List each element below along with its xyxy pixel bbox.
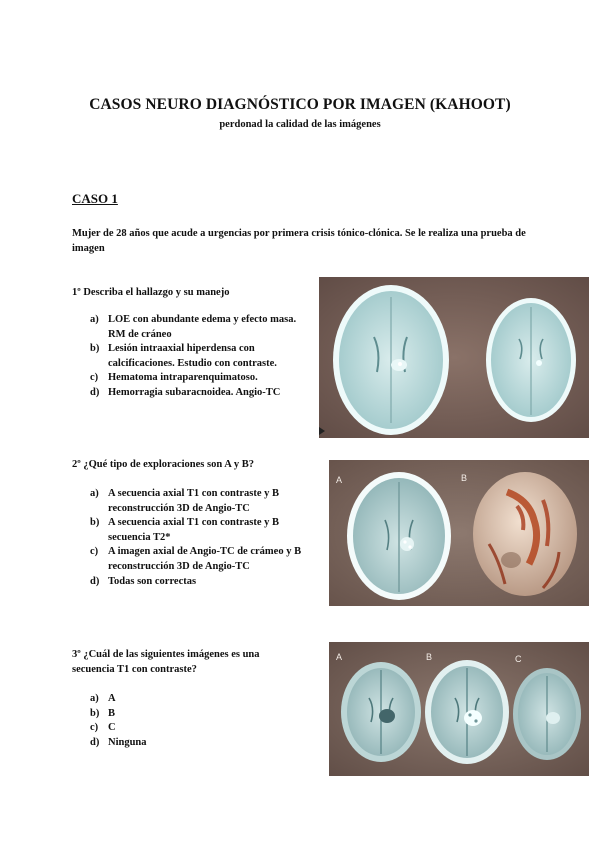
question-2-option-a[interactable] xyxy=(90,487,315,516)
option-letter: c) xyxy=(90,372,99,384)
option-text: LOE con abundante edema y efecto masa. RM de cráneo xyxy=(108,314,297,340)
option-text: Todas son correctas xyxy=(108,575,197,587)
panel-label-b: B xyxy=(461,473,468,483)
mri-sequences-image xyxy=(329,642,589,776)
question-3-option-d[interactable] xyxy=(90,736,290,751)
option-letter: a) xyxy=(90,314,99,325)
option-text: A secuencia axial T1 con contraste y B reconstrucción 3D de Angio-TC xyxy=(108,488,280,514)
document-title: CASOS NEURO DIAGNÓSTICO POR IMAGEN (KAHOOT) xyxy=(89,96,511,113)
option-letter: b) xyxy=(90,343,100,355)
question-1-option-a[interactable] xyxy=(90,313,305,342)
option-text: Lesión intraaxial hiperdensa con calcificaciones. Estudio con contraste. xyxy=(108,343,277,369)
option-letter: d) xyxy=(90,575,100,587)
option-letter: b) xyxy=(90,707,100,719)
question-3-prompt-line-1: 3º ¿Cuál de las siguientes imágenes es una xyxy=(72,649,260,660)
case-intro: Mujer de 28 años que acude a urgencias por primera crisis tónico-clónica. Se le realiza una prueba de imagen xyxy=(72,228,526,254)
question-2-option-d[interactable] xyxy=(90,575,315,590)
question-2-options xyxy=(90,487,315,589)
option-letter: a) xyxy=(90,488,99,499)
question-1-ct-image xyxy=(319,277,589,438)
question-1-option-d[interactable] xyxy=(90,386,305,401)
option-text: A imagen axial de Angio-TC de crámeo y B reconstrucción 3D de Angio-TC xyxy=(108,546,302,572)
option-letter: c) xyxy=(90,546,99,558)
option-text: Ninguna xyxy=(108,736,147,748)
question-3-option-b[interactable] xyxy=(90,707,290,722)
question-2-image xyxy=(329,460,589,606)
case-heading: CASO 1 xyxy=(72,191,118,206)
question-1-prompt: 1º Describa el hallazgo y su manejo xyxy=(72,287,230,298)
question-1-option-b[interactable] xyxy=(90,342,305,371)
panel-label-a: A xyxy=(336,475,343,485)
ct-axial-slices-image xyxy=(319,277,589,438)
panel-label-b: B xyxy=(426,652,433,662)
question-2-prompt: 2º ¿Qué tipo de exploraciones son A y B? xyxy=(72,459,254,470)
option-letter: d) xyxy=(90,736,100,748)
question-1-options xyxy=(90,313,305,401)
question-3-options xyxy=(90,692,290,750)
option-text: A secuencia axial T1 con contraste y B secuencia T2* xyxy=(108,517,280,543)
document-subtitle: perdonad la calidad de las imágenes xyxy=(219,119,381,130)
axial-and-3d-reconstruction-image xyxy=(329,460,589,606)
option-text: Hematoma intraparenquimatoso. xyxy=(108,372,258,384)
panel-label-a: A xyxy=(336,652,343,662)
question-2-option-c[interactable] xyxy=(90,545,315,574)
option-text: A xyxy=(108,693,116,704)
option-text: Hemorragia subaracnoidea. Angio-TC xyxy=(108,386,281,398)
question-3-image xyxy=(329,642,589,776)
option-letter: b) xyxy=(90,517,100,529)
question-3-prompt-line-2: secuencia T1 con contraste? xyxy=(72,664,197,675)
question-3-option-a[interactable] xyxy=(90,692,290,707)
question-1-option-c[interactable] xyxy=(90,371,305,386)
option-letter: d) xyxy=(90,386,100,398)
question-3-option-c[interactable] xyxy=(90,721,290,736)
option-letter: a) xyxy=(90,693,99,704)
panel-label-c: C xyxy=(515,654,522,664)
question-2-option-b[interactable] xyxy=(90,516,315,545)
option-text: C xyxy=(108,722,116,734)
option-letter: c) xyxy=(90,722,99,734)
option-text: B xyxy=(108,707,116,719)
